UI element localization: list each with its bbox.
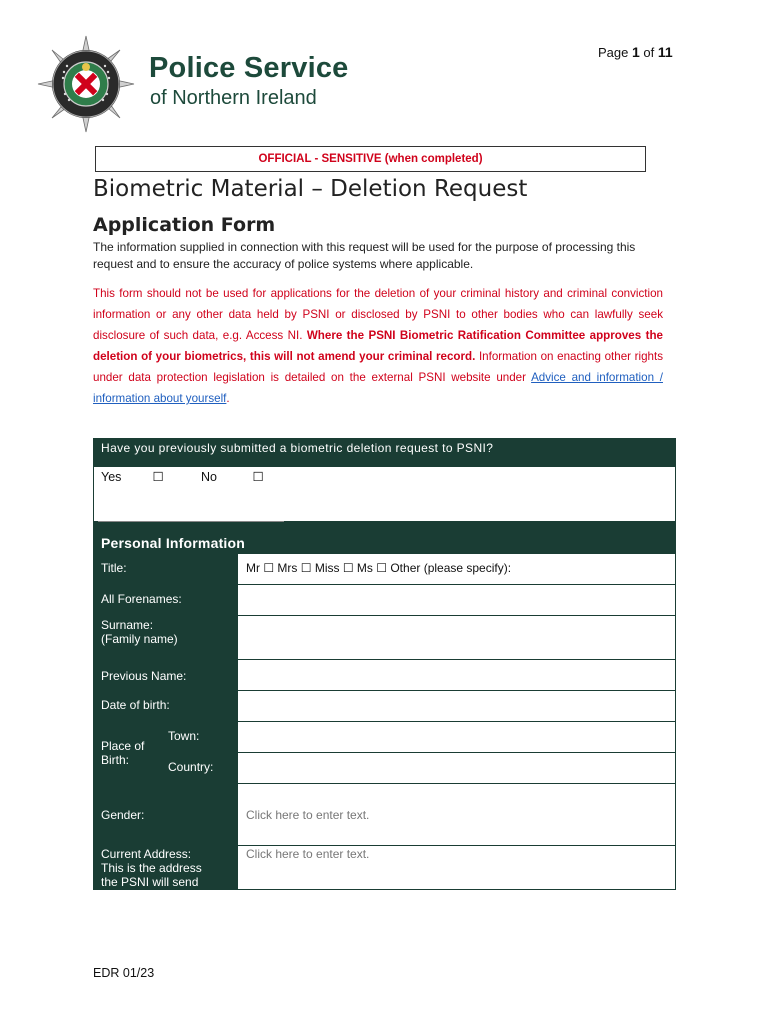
current-address-field[interactable] [238, 846, 676, 890]
address-placeholder: Click here to enter text. [246, 847, 370, 861]
table-row [94, 660, 676, 691]
classification-banner [95, 146, 646, 172]
warning-end: . [226, 392, 230, 405]
no-checkbox[interactable]: ☐ [252, 470, 264, 484]
page-of: of [643, 45, 655, 60]
no-label: No [200, 470, 217, 484]
personal-information-table [93, 553, 676, 890]
form-reference: EDR 01/23 [93, 966, 155, 980]
classification-text: OFFICIAL - SENSITIVE (when completed) [258, 153, 483, 165]
yes-label: Yes [101, 470, 122, 484]
page-current: 1 [632, 44, 640, 60]
personal-information-header: Personal Information [93, 522, 676, 553]
table-row [94, 722, 676, 753]
gender-field[interactable] [238, 784, 676, 846]
country-field[interactable] [238, 753, 676, 784]
previous-request-options [101, 469, 264, 484]
warning-text-2: Information on enacting other rights under data protection legislation is detailed on the external PSNI website under [93, 350, 663, 384]
intro-paragraph: The information supplied in connection with this request will be used for the purpose of processing this request and to ensure the accuracy of police systems where applicable. [93, 240, 636, 271]
advice-information-link[interactable]: Advice and information / information about yourself [93, 371, 663, 405]
town-label: Town: [161, 722, 238, 753]
town-field[interactable] [238, 722, 676, 753]
document-subtitle: Application Form [93, 214, 276, 236]
previous-request-section [93, 438, 676, 522]
table-row [94, 691, 676, 722]
country-label: Country: [161, 753, 238, 784]
forenames-field[interactable] [238, 585, 676, 616]
dob-label: Date of birth: [94, 691, 238, 722]
document-title: Biometric Material – Deletion Request [93, 176, 528, 202]
table-row [94, 585, 676, 616]
psni-crest-icon [36, 34, 136, 134]
page-total: 11 [657, 44, 673, 60]
previous-request-question: Have you previously submitted a biometric deletion request to PSNI? [94, 439, 675, 467]
yes-checkbox[interactable]: ☐ [152, 470, 164, 484]
surname-label: Surname: (Family name) [94, 616, 238, 660]
warning-paragraph [93, 283, 663, 409]
page-number [598, 44, 673, 60]
table-row [94, 784, 676, 846]
previous-name-field[interactable] [238, 660, 676, 691]
table-row [94, 846, 676, 890]
table-row [94, 554, 676, 585]
gender-placeholder: Click here to enter text. [246, 807, 370, 822]
place-of-birth-label: Place of Birth: [94, 722, 161, 784]
table-row [94, 616, 676, 660]
title-options[interactable]: Mr ☐ Mrs ☐ Miss ☐ Ms ☐ Other (please specify): [238, 554, 676, 585]
page-label: Page [598, 45, 629, 60]
warning-bold-text: Where the PSNI Biometric Ratification Committee approves the deletion of your biometrics, this will not amend your criminal record. [93, 329, 663, 363]
org-name-subtitle: of Northern Ireland [150, 87, 317, 109]
psni-logo [36, 34, 396, 134]
warning-text-1: This form should not be used for applications for the deletion of your criminal history and criminal conviction information or any other data held by PSNI or disclosed by PSNI to other bodies who can lawfully seek disclosure of such data, e.g. Access NI. [93, 287, 663, 342]
table-row [94, 753, 676, 784]
surname-field[interactable] [238, 616, 676, 660]
dob-field[interactable] [238, 691, 676, 722]
gender-label: Gender: [94, 784, 238, 846]
current-address-label: Current Address: This is the address the PSNI will send [94, 846, 238, 890]
title-label: Title: [94, 554, 238, 585]
forenames-label: All Forenames: [94, 585, 238, 616]
previous-name-label: Previous Name: [94, 660, 238, 691]
org-name: Police Service [149, 52, 349, 84]
